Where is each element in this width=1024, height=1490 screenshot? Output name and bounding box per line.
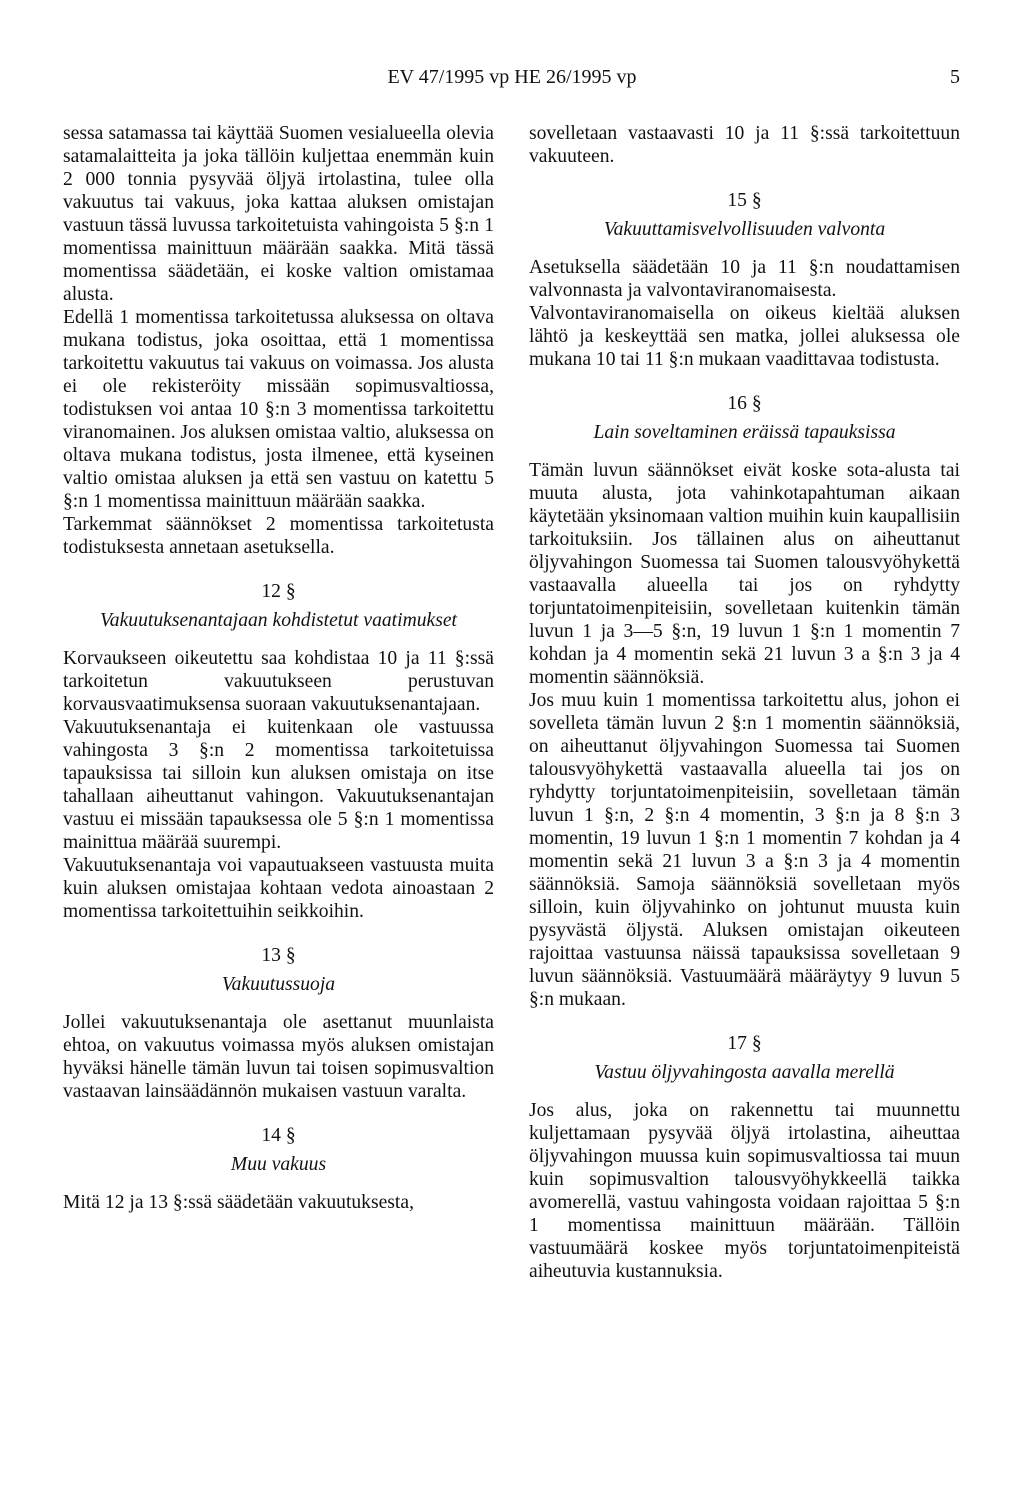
section-number: 12 § <box>261 581 296 602</box>
section-number: 13 § <box>261 945 296 966</box>
page-number: 5 <box>950 66 960 88</box>
paragraph: Tämän luvun säännökset eivät koske sota-alusta tai muuta alusta, jota vahinkotapahtuman aikaan käytetään yksinomaan valtion muihin kuin kaupallisiin tarkoituksiin. Jos tällainen alus on aiheuttanut öljyvahingon Suomessa tai Suomen talousvyöhykettä vastaavalla alueella tai jos on ryhdytty torjuntatoimenpiteisiin, sovelletaan kuitenkin tämän luvun 1 ja 3—5 §:n, 19 luvun 1 §:n 1 momentin 7 kohdan ja 4 momentin sekä 21 luvun 3 a §:n 3 ja 4 momentin säännöksiä. <box>529 460 960 688</box>
section-number: 16 § <box>727 393 762 414</box>
paragraph: Vakuutuksenantaja voi vapautuakseen vastuusta muita kuin aluksen omistajaa kohtaan vedota ainoastaan 2 momentissa tarkoitettuihin seikkoihin. <box>63 855 494 922</box>
paragraph: Vakuutuksenantaja ei kuitenkaan ole vastuussa vahingosta 3 §:n 2 momentissa tarkoitetuissa tapauksissa tai silloin kun aluksen omistaja on itse tahallaan aiheuttanut vahingon. Vakuutuksenantajan vastuu ei missään tapauksessa ole 5 §:n 1 momentissa mainittua määrää suurempi. <box>63 717 494 853</box>
running-head: EV 47/1995 vp HE 26/1995 vp <box>387 66 637 88</box>
paragraph: Mitä 12 ja 13 §:ssä säädetään vakuutuksesta, <box>63 1192 414 1213</box>
paragraph: Korvaukseen oikeutettu saa kohdistaa 10 ja 11 §:ssä tarkoitetun vakuutukseen perustuvan korvausvaatimuksensa suoraan vakuutuksenantajaan. <box>63 648 494 715</box>
paragraph: Jos muu kuin 1 momentissa tarkoitettu alus, johon ei sovelleta tämän luvun 2 §:n 1 momentin säännöksiä, on aiheuttanut öljyvahingon Suomessa tai Suomen talousvyöhykettä vastaavalla alueella tai jos on ryhdytty torjuntatoimenpiteisiin, sovelletaan tämän luvun 1 §:n, 2 §:n 4 momentin, 3 §:n ja 8 §:n 3 momentin, 19 luvun 1 §:n 1 momentin 7 kohdan ja 4 momentin sekä 21 luvun 3 a §:n 3 ja 4 momentin säännöksiä. Samoja säännöksiä sovelletaan myös silloin, kuin öljyvahinko on johtunut muusta kuin pysyvästä öljystä. Aluksen omistajan oikeuteen rajoittaa vastuunsa näissä tapauksissa sovelletaan 9 luvun säännöksiä. Vastuumäärä määräytyy 9 luvun 5 §:n mukaan. <box>529 690 960 1010</box>
paragraph: sovelletaan vastaavasti 10 ja 11 §:ssä tarkoitettuun vakuuteen. <box>529 123 960 167</box>
section-title: Lain soveltaminen eräissä tapauksissa <box>593 422 896 443</box>
paragraph: Asetuksella säädetään 10 ja 11 §:n noudattamisen valvonnasta ja valvontaviranomaisesta. <box>529 257 960 301</box>
paragraph: Valvontaviranomaisella on oikeus kieltää aluksen lähtö ja keskeyttää sen matka, jollei aluksessa ole mukana 10 tai 11 §:n mukaan vaadittavaa todistusta. <box>529 303 960 370</box>
section-title: Muu vakuus <box>230 1154 327 1175</box>
section-number: 17 § <box>727 1033 762 1054</box>
section-number: 14 § <box>261 1125 296 1146</box>
section-title: Vakuutuksenantajaan kohdistetut vaatimukset <box>100 610 457 631</box>
paragraph: Edellä 1 momentissa tarkoitetussa aluksessa on oltava mukana todistus, joka osoittaa, että 1 momentissa tarkoitettu vakuutus tai vakuus on voimassa. Jos alusta ei ole rekisteröity missään sopimusvaltiossa, todistuksen voi antaa 10 §:n 3 momentissa tarkoitettu viranomainen. Jos aluksen omistaa valtio, aluksessa on oltava mukana todistus, josta ilmenee, että kyseinen valtio omistaa aluksen ja että sen vastuu on katettu 5 §:n 1 momentissa mainittuun määrään saakka. <box>63 307 494 512</box>
paragraph: sessa satamassa tai käyttää Suomen vesialueella olevia satamalaitteita ja joka tällöin kuljettaa enemmän kuin 2 000 tonnia pysyvää öljyä irtolastina, tulee olla vakuutus tai vakuus, joka kattaa aluksen omistajan vastuun tässä luvussa tarkoitetuista vahingoista 5 §:n 1 momentissa mainittuun määrään saakka. Mitä tässä momentissa säädetään, ei koske valtion omistamaa alusta. <box>63 123 494 305</box>
right-column <box>529 122 960 1283</box>
paragraph: Tarkemmat säännökset 2 momentissa tarkoitetusta todistuksesta annetaan asetuksella. <box>63 514 494 558</box>
section-title: Vakuuttamisvelvollisuuden valvonta <box>603 219 886 240</box>
section-title: Vakuutussuoja <box>221 974 336 995</box>
paragraph: Jos alus, joka on rakennettu tai muunnettu kuljettamaan pysyvää öljyä irtolastina, aiheuttaa öljyvahingon muussa kuin sopimusvaltiossa tai muun kuin sopimusvaltion talousvyöhykkeellä taikka avomerellä, vastuu vahingosta voidaan rajoittaa 5 §:n 1 momentissa mainittuun määrään. Tällöin vastuumäärä koskee myös torjuntatoimenpiteistä aiheutuvia kustannuksia. <box>529 1100 960 1282</box>
paragraph: Jollei vakuutuksenantaja ole asettanut muunlaista ehtoa, on vakuutus voimassa myös aluksen omistajan hyväksi hänelle tämän luvun tai toisen sopimusvaltion vastaavan lainsäädännön mukaisen vastuun varalta. <box>63 1012 494 1102</box>
page-header <box>0 66 1024 94</box>
section-title: Vastuu öljyvahingosta aavalla merellä <box>594 1062 895 1083</box>
section-number: 15 § <box>727 190 762 211</box>
left-column <box>63 122 494 1214</box>
